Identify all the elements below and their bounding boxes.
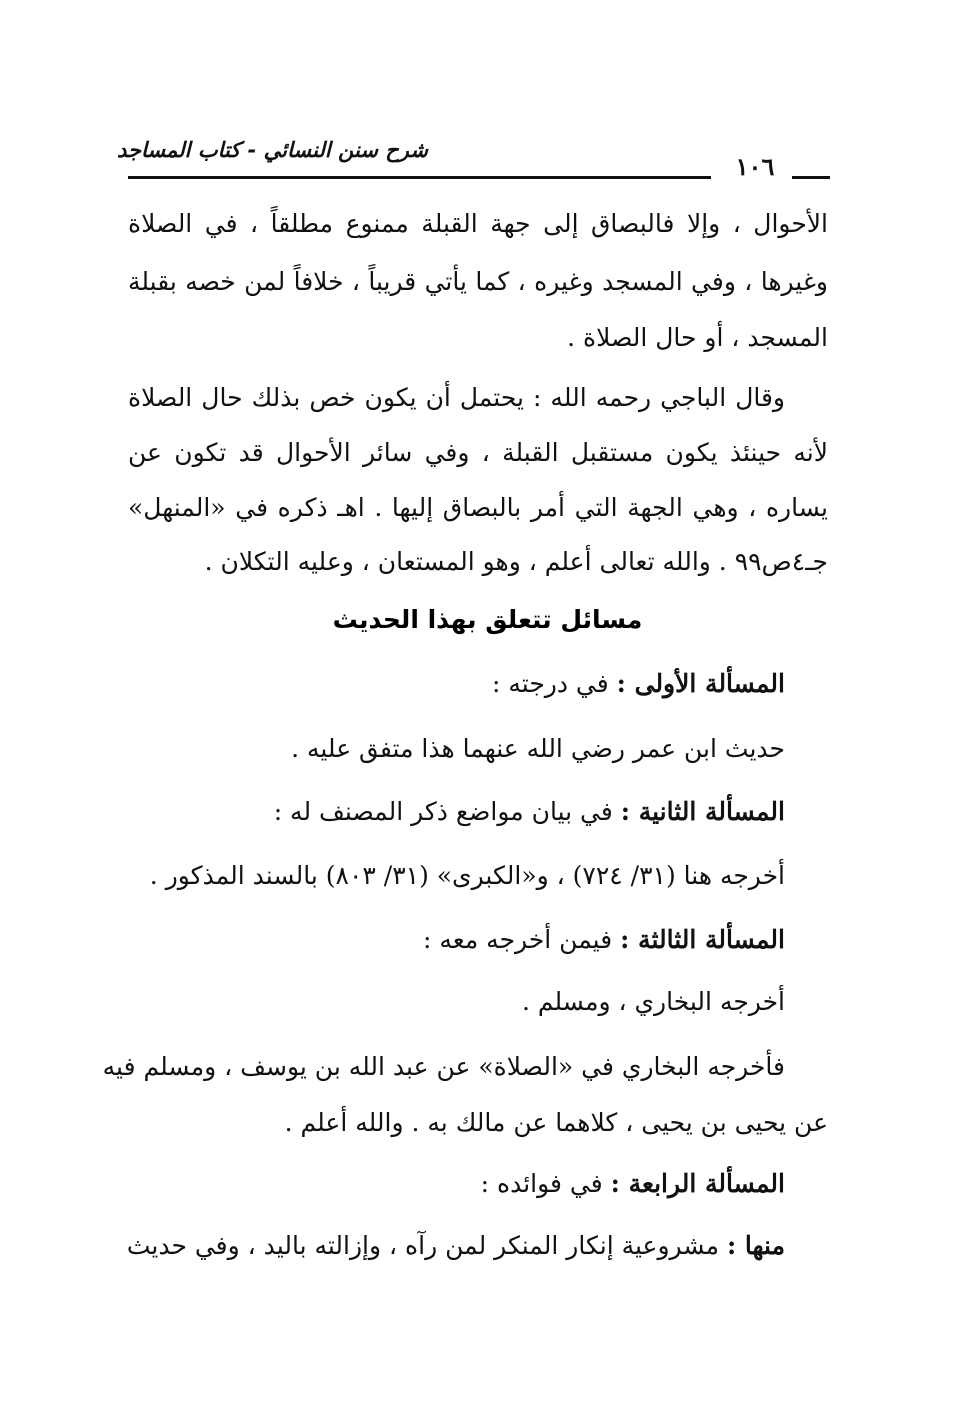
issue-title: في بيان مواضع ذكر المصنف له : bbox=[273, 797, 613, 826]
paragraph-line: جـ٤ص٩٩ . والله تعالى أعلم ، وهو المستعان ، وعليه التكلان . bbox=[204, 547, 828, 576]
paragraph-line: عن يحيى بن يحيى ، كلاهما عن مالك به . والله أعلم . bbox=[284, 1108, 828, 1137]
paragraph-line: فأخرجه البخاري في «الصلاة» عن عبد الله بن يوسف ، ومسلم فيه bbox=[102, 1052, 785, 1081]
issue-title: في درجته : bbox=[492, 669, 609, 698]
page-number: ١٠٦ bbox=[735, 152, 775, 181]
issue-label: المسألة الرابعة : bbox=[610, 1169, 785, 1198]
paragraph-line: أخرجه هنا (٣١/ ٧٢٤) ، و«الكبرى» (٣١/ ٨٠٣) بالسند المذكور . bbox=[149, 861, 785, 890]
paragraph-line: المسجد ، أو حال الصلاة . bbox=[567, 323, 828, 352]
benefit-label: منها : bbox=[726, 1231, 785, 1260]
header-rule bbox=[128, 176, 711, 179]
issue-heading bbox=[274, 792, 785, 832]
issue-heading bbox=[492, 664, 785, 704]
issue-title: في فوائده : bbox=[480, 1169, 603, 1198]
benefit-text: مشروعية إنكار المنكر لمن رآه ، وإزالته باليد ، وفي حديث bbox=[126, 1231, 720, 1260]
issue-label: المسألة الثانية : bbox=[620, 797, 785, 826]
issue-heading bbox=[423, 920, 785, 960]
issue-title: فيمن أخرجه معه : bbox=[423, 925, 613, 954]
paragraph-line: وقال الباجي رحمه الله : يحتمل أن يكون خص بذلك حال الصلاة bbox=[128, 383, 785, 412]
running-header-title: شرح سنن النسائي - كتاب المساجد bbox=[117, 138, 428, 162]
issue-label: المسألة الثالثة : bbox=[620, 925, 785, 954]
paragraph-line: يساره ، وهي الجهة التي أمر بالبصاق إليها . اهـ ذكره في «المنهل» bbox=[128, 493, 828, 522]
issue-label: المسألة الأولى : bbox=[616, 669, 785, 698]
paragraph-line: أخرجه البخاري ، ومسلم . bbox=[521, 987, 785, 1016]
issue-heading bbox=[481, 1164, 785, 1204]
paragraph-line bbox=[128, 1226, 785, 1266]
page-number-rule bbox=[792, 176, 830, 179]
paragraph-line: وغيرها ، وفي المسجد وغيره ، كما يأتي قريباً ، خلافاً لمن خصه بقبلة bbox=[128, 267, 828, 296]
paragraph-line: حديث ابن عمر رضي الله عنهما هذا متفق عليه . bbox=[291, 734, 785, 763]
section-heading: مسائل تتعلق بهذا الحديث bbox=[332, 605, 643, 634]
paragraph-line: الأحوال ، وإلا فالبصاق إلى جهة القبلة ممنوع مطلقاً ، في الصلاة bbox=[128, 209, 828, 238]
paragraph-line: لأنه حينئذ يكون مستقبل القبلة ، وفي سائر الأحوال قد تكون عن bbox=[128, 438, 828, 467]
